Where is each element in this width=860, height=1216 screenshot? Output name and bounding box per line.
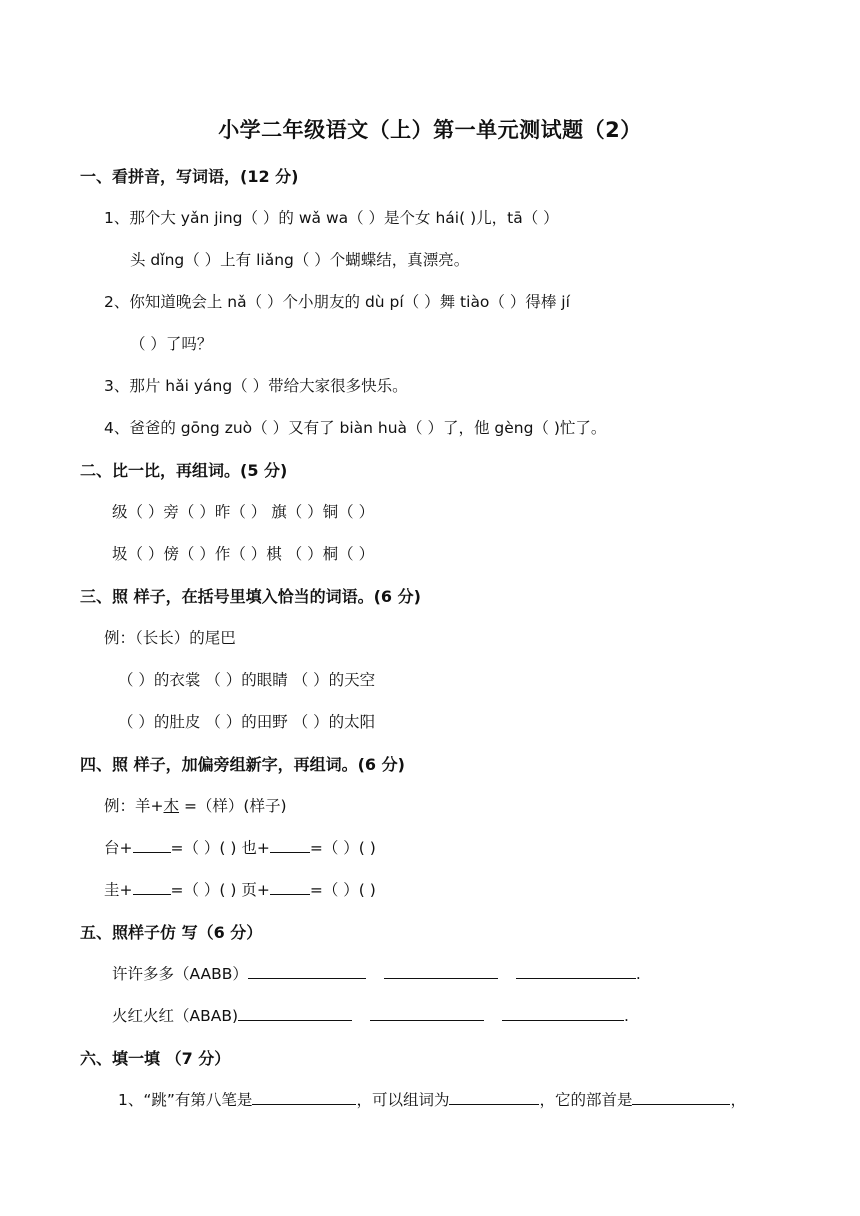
q1-line-4: （ ）了吗？ <box>130 335 213 353</box>
q3-row-1: （ ）的衣裳 （ ）的眼睛 （ ）的天空 <box>118 671 376 689</box>
section-5-heading: 五、照样子仿 写（6 分） <box>80 923 263 942</box>
q1-line-1: 1、那个大 yǎn jing（ ）的 wǎ wa（ ）是个女 hái( )儿，tā（ ） <box>104 209 559 227</box>
q4-example-prefix: 例：羊+ <box>104 797 164 815</box>
q4-row1-a: 台+ <box>104 839 133 857</box>
q5-row1-blank-2[interactable] <box>384 977 498 979</box>
q4-row2-blank-2[interactable] <box>270 893 310 895</box>
q5-row1-label: 许许多多（AABB） <box>112 965 248 983</box>
q4-example-part: 木 <box>163 797 180 815</box>
q5-row2-period: . <box>624 1007 629 1025</box>
q5-row2-label: 火红火红（ABAB) <box>112 1007 239 1025</box>
q6-l1-blank-1[interactable] <box>252 1103 356 1105</box>
q5-row2-blank-3[interactable] <box>502 1019 624 1021</box>
q6-l1-d: ， <box>730 1091 746 1109</box>
q5-row-1 <box>112 962 641 984</box>
q4-row2-b: =（ ）( ) 页+ <box>170 881 270 899</box>
q6-l1-c: ，它的部首是 <box>539 1091 633 1109</box>
q4-row1-blank-1[interactable] <box>133 851 171 853</box>
q1-line-2: 头 dǐng（ ）上有 liǎng（ ）个蝴蝶结，真漂亮。 <box>130 251 470 269</box>
q1-line-5: 3、那片 hǎi yáng（ ）带给大家很多快乐。 <box>104 377 408 395</box>
page-title: 小学二年级语文（上）第一单元测试题（2） <box>218 118 642 142</box>
section-2-heading: 二、比一比，再组词。(5 分) <box>80 461 288 480</box>
q4-row1-b: =（ ）( ) 也+ <box>170 839 270 857</box>
q2-row-2: 圾（ ）傍（ ）作（ ）棋 （ ）桐（ ） <box>112 545 375 563</box>
q5-row1-period: . <box>635 965 641 983</box>
section-1-heading: 一、看拼音，写词语，(12 分) <box>80 167 299 186</box>
q6-l1-b: ，可以组词为 <box>356 1091 450 1109</box>
q4-row2-c: =（ ）( ) <box>309 881 376 899</box>
q3-example: 例：（长长）的尾巴 <box>104 629 236 647</box>
section-4-heading: 四、照 样子，加偏旁组新字，再组词。(6 分) <box>80 755 405 774</box>
q4-row1-blank-2[interactable] <box>270 851 310 853</box>
q2-row-1: 级（ ）旁（ ）昨（ ） 旗（ ）铜（ ） <box>112 503 375 521</box>
q5-row2-blank-2[interactable] <box>370 1019 484 1021</box>
q4-row2-a: 圭+ <box>104 881 133 899</box>
q6-l1-blank-2[interactable] <box>449 1103 539 1105</box>
q4-example-suffix: =（样）(样子) <box>179 797 287 815</box>
q5-row1-blank-1[interactable] <box>248 977 366 979</box>
q4-row-1 <box>104 836 376 858</box>
q1-line-6: 4、爸爸的 gōng zuò（ ）又有了 biàn huà（ ）了，他 gèng（ )忙了。 <box>104 419 607 437</box>
q5-row1-blank-3[interactable] <box>516 977 636 979</box>
q6-l1-blank-3[interactable] <box>632 1103 730 1105</box>
section-6-heading: 六、填一填 （7 分） <box>80 1049 231 1068</box>
q4-row1-c: =（ ）( ) <box>309 839 376 857</box>
q5-row2-blank-1[interactable] <box>238 1019 352 1021</box>
q6-line-1 <box>118 1088 746 1110</box>
q4-example <box>104 794 287 816</box>
q3-row-2: （ ）的肚皮 （ ）的田野 （ ）的太阳 <box>118 713 376 731</box>
q4-row2-blank-1[interactable] <box>133 893 171 895</box>
q6-l1-a: 1、“跳”有第八笔是 <box>118 1091 253 1109</box>
q5-row-2 <box>112 1004 629 1026</box>
q1-line-3: 2、你知道晚会上 nǎ（ ）个小朋友的 dù pí（ ）舞 tiào（ ）得棒 jí <box>104 293 570 311</box>
q4-row-2 <box>104 878 376 900</box>
section-3-heading: 三、照 样子，在括号里填入恰当的词语。(6 分) <box>80 587 421 606</box>
